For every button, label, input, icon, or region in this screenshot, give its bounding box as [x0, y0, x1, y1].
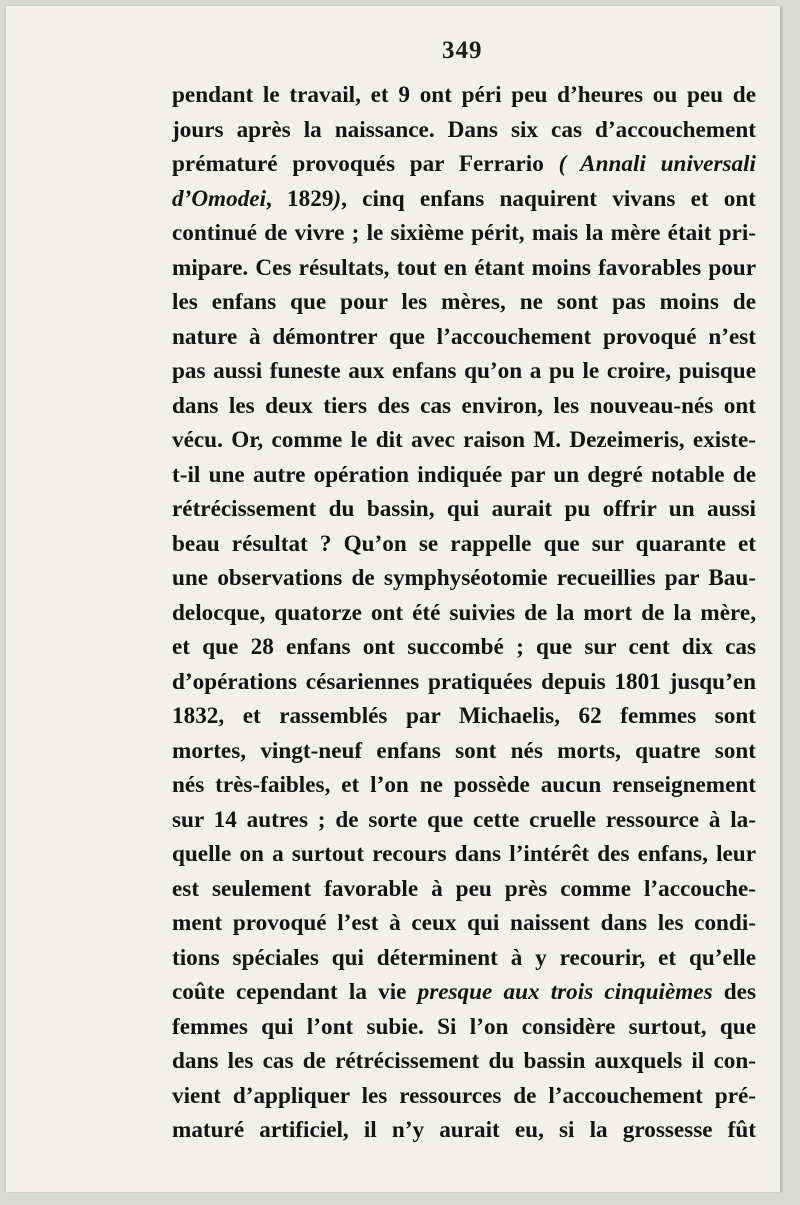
text-line — [172, 527, 756, 562]
text-line — [172, 872, 756, 907]
text-line — [172, 458, 756, 493]
text-line — [172, 906, 756, 941]
text-segment: ment provoqué l’est à ceux qui naissent dans les condi- — [172, 910, 756, 936]
text-segment: dans les cas de rétrécissement du bassin auxquels il con- — [172, 1048, 756, 1074]
text-line — [172, 561, 756, 596]
text-line — [172, 389, 756, 424]
text-line — [172, 734, 756, 769]
text-segment: prématuré provoqués par Ferrario — [172, 151, 559, 177]
text-segment: les enfans que pour les mères, ne sont pas moins de — [172, 289, 756, 315]
text-line — [172, 78, 756, 113]
text-line — [172, 941, 756, 976]
text-line — [172, 975, 756, 1010]
text-segment: 1832, et rassemblés par Michaelis, 62 femmes sont — [172, 703, 756, 729]
text-line — [172, 768, 756, 803]
text-segment: coûte cependant la vie — [172, 979, 418, 1005]
text-segment: des — [712, 979, 757, 1005]
text-segment: mortes, vingt-neuf enfans sont nés morts, quatre sont — [172, 737, 756, 764]
text-line — [172, 699, 756, 734]
text-line — [172, 1010, 756, 1045]
text-line — [172, 492, 756, 527]
text-segment: quelle on a surtout recours dans l’intérêt des enfans, leur — [172, 841, 756, 867]
text-segment: sur 14 autres ; de sorte que cette cruelle ressource à la- — [172, 806, 756, 833]
text-segment: pas aussi funeste aux enfans qu’on a pu le croire, puisque — [172, 358, 756, 384]
text-line — [172, 630, 756, 665]
text-segment: nés très-faibles, et l’on ne possède aucun renseignement — [172, 772, 756, 798]
text-line — [172, 147, 756, 182]
text-segment: continué de vivre ; le sixième périt, mais la mère était pri- — [172, 220, 756, 246]
italic-text: d’Omodei — [172, 185, 267, 212]
text-line — [172, 1044, 756, 1079]
page-number: 349 — [442, 37, 483, 64]
text-line — [172, 251, 756, 286]
text-segment: et que 28 enfans ont succombé ; que sur cent dix cas — [172, 634, 756, 660]
text-segment: est seulement favorable à peu près comme l’accouche- — [172, 875, 756, 902]
text-segment: , 1829 — [266, 185, 334, 212]
text-line — [172, 354, 756, 389]
italic-text: ( Annali universali — [558, 151, 756, 177]
text-line — [172, 320, 756, 355]
text-segment: vient d’appliquer les ressources de l’accouchement pré- — [172, 1082, 756, 1109]
text-line — [172, 665, 756, 700]
text-line — [172, 803, 756, 838]
text-line — [172, 837, 756, 872]
text-segment: pendant le travail, et 9 ont péri peu d’heures ou peu de — [172, 82, 756, 108]
text-segment: mipare. Ces résultats, tout en étant moins favorables pour — [172, 254, 756, 281]
text-line — [172, 596, 756, 631]
text-segment: d’opérations césariennes pratiquées depuis 1801 jusqu’en — [172, 668, 756, 695]
text-segment: , cinq enfans naquirent vivans et ont — [341, 185, 757, 212]
text-line — [172, 182, 756, 217]
book-page — [6, 6, 782, 1192]
text-segment: femmes qui l’ont subie. Si l’on considère surtout, que — [172, 1013, 756, 1040]
text-segment: t-il une autre opération indiquée par un degré notable de — [172, 461, 756, 488]
text-segment: jours après la naissance. Dans six cas d’accouchement — [172, 116, 756, 143]
text-segment: beau résultat ? Qu’on se rappelle que sur quarante et — [172, 530, 756, 557]
body-text — [172, 78, 756, 1148]
text-line — [172, 113, 756, 148]
italic-text: presque aux trois cinquièmes — [417, 979, 713, 1005]
text-line — [172, 1113, 756, 1148]
text-line — [172, 216, 756, 251]
text-segment: dans les deux tiers des cas environ, les nouveau-nés ont — [172, 392, 756, 419]
text-segment: une observations de symphyséotomie recueillies par Bau- — [172, 565, 756, 591]
text-segment: tions spéciales qui déterminent à y recourir, et qu’elle — [172, 944, 756, 971]
text-segment: vécu. Or, comme le dit avec raison M. Dezeimeris, existe- — [172, 427, 756, 453]
text-segment: rétrécissement du bassin, qui aurait pu offrir un aussi — [172, 496, 756, 522]
text-line — [172, 285, 756, 320]
text-line — [172, 423, 756, 458]
text-segment: delocque, quatorze ont été suivies de la mort de la mère, — [172, 599, 756, 626]
text-segment: nature à démontrer que l’accouchement provoqué n’est — [172, 323, 756, 350]
italic-text: ) — [333, 185, 342, 212]
text-line — [172, 1079, 756, 1114]
text-segment: maturé artificiel, il n’y aurait eu, si la grossesse fût — [172, 1117, 756, 1143]
